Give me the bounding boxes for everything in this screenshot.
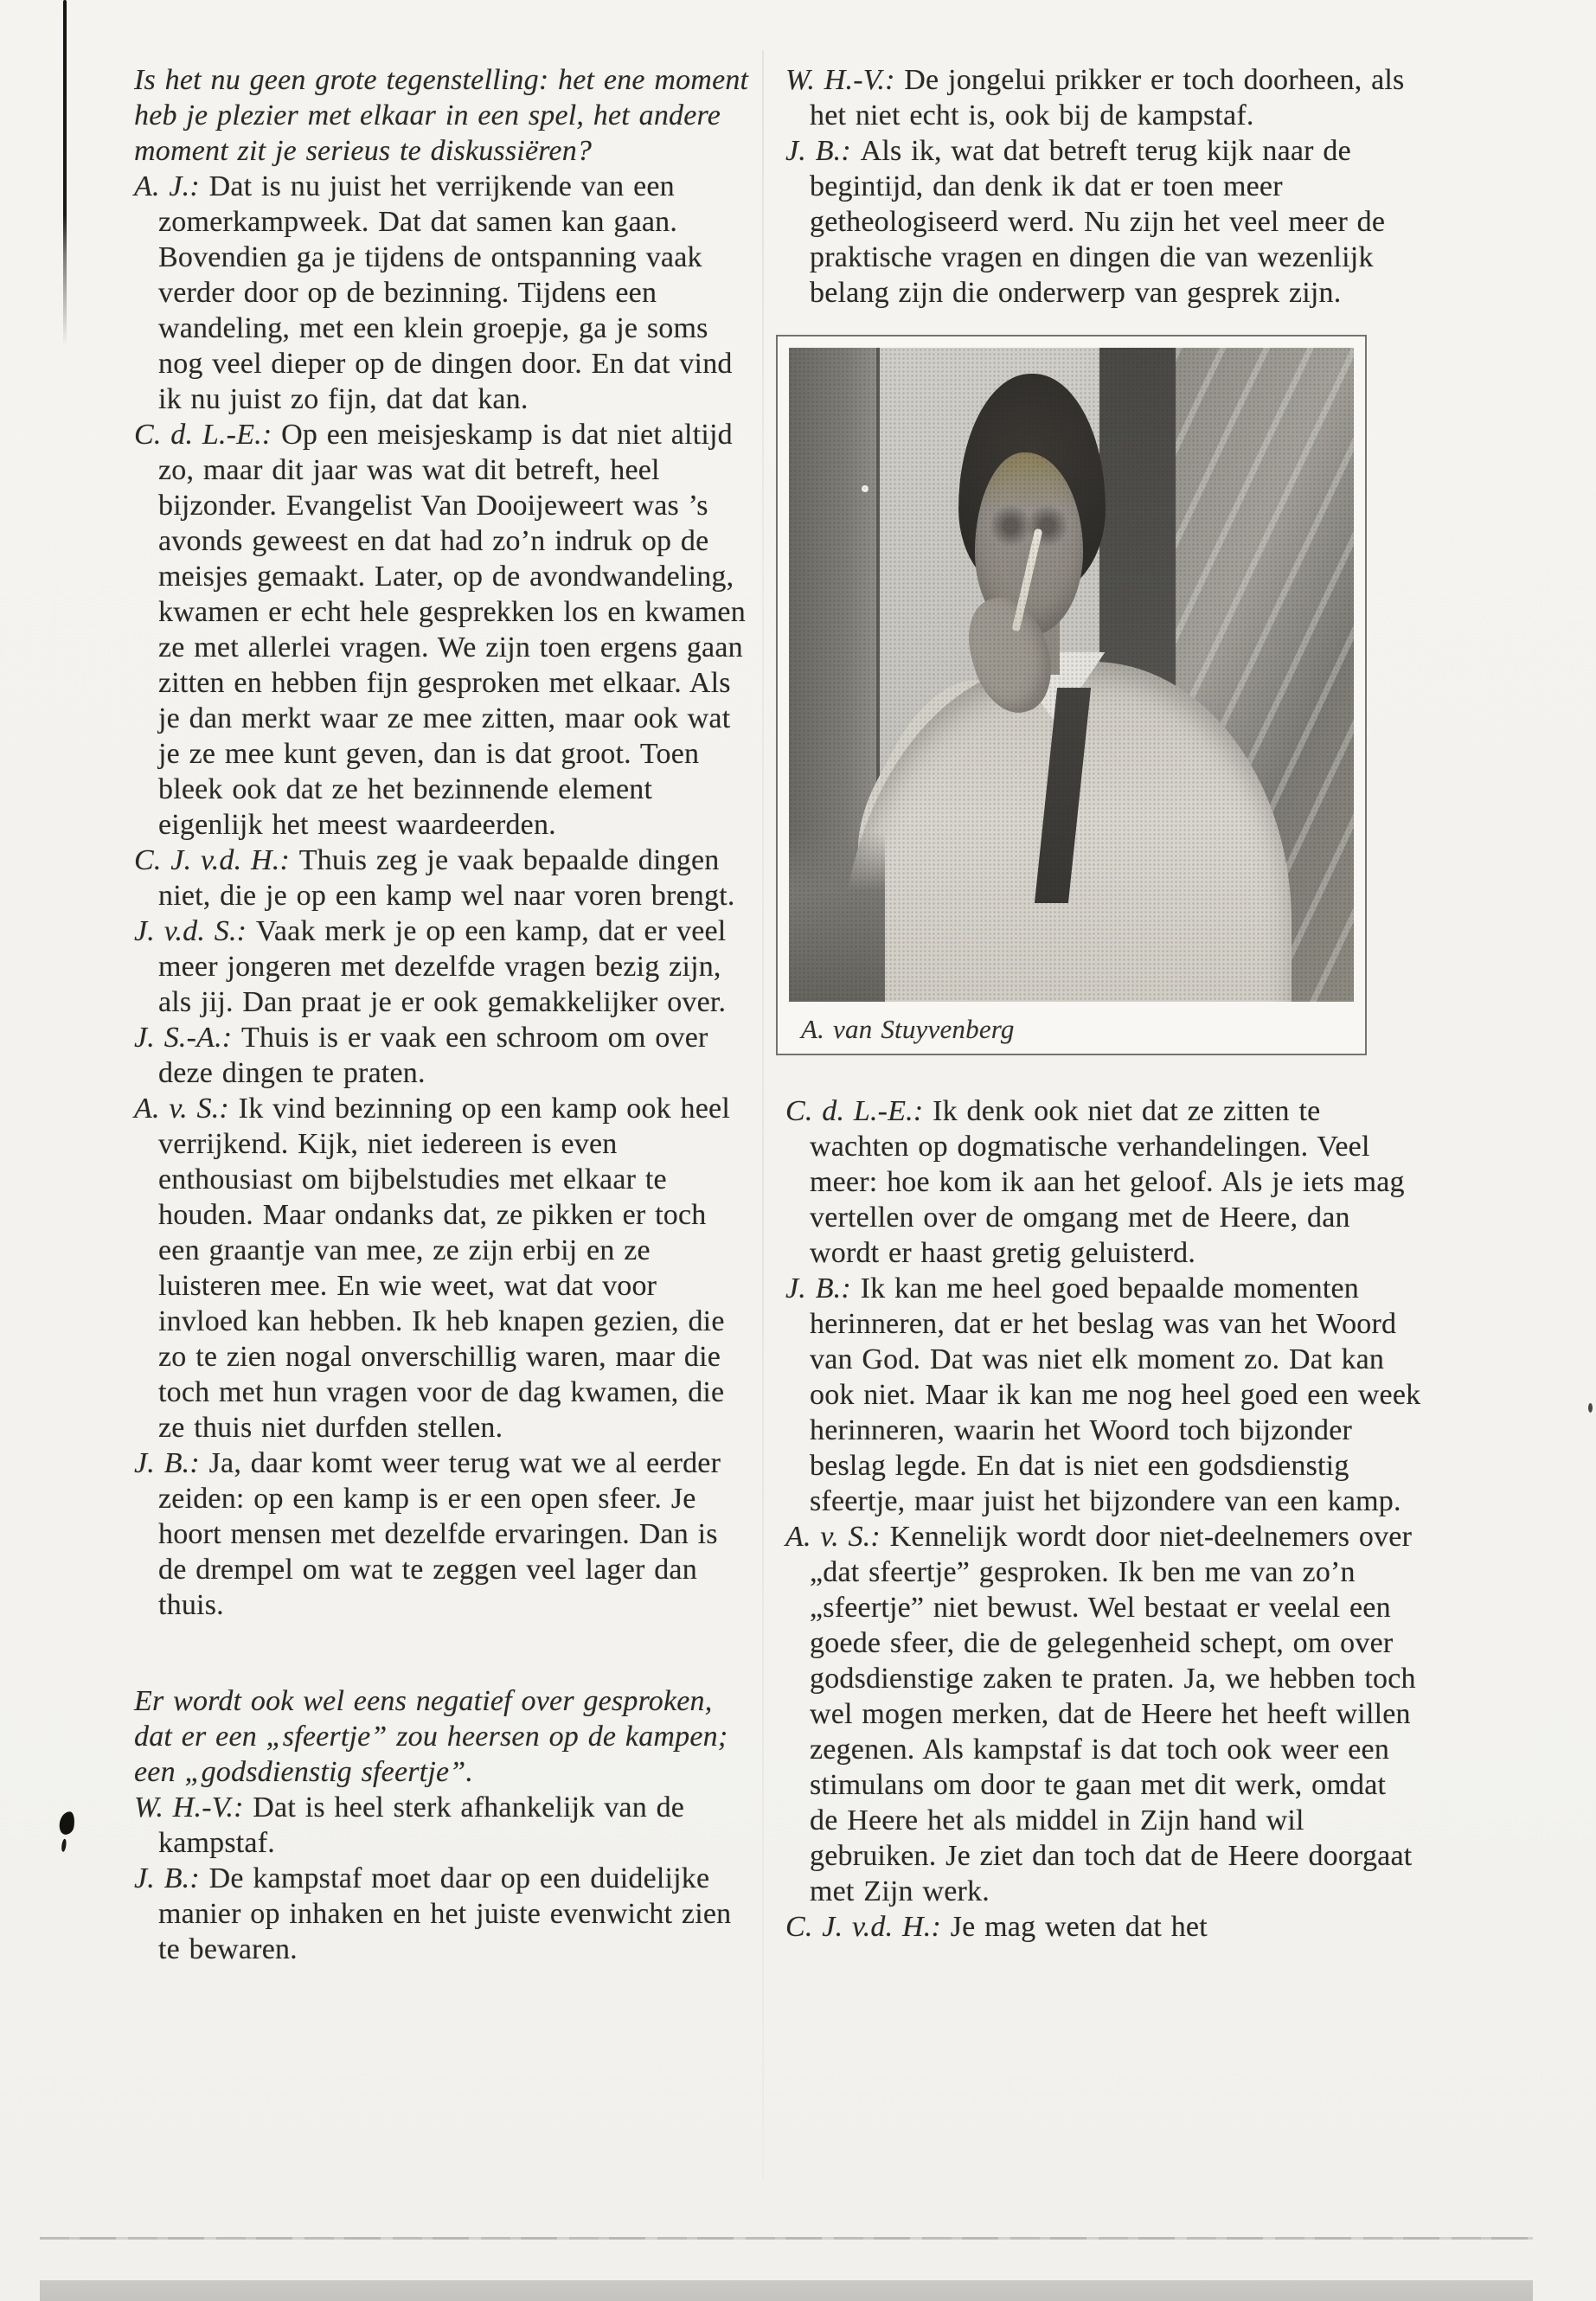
dialogue-turn: W. H.-V.: De jongelui prikker er toch doorheen, als het niet echt is, ook bij de kampstaf. [785, 64, 1405, 131]
speaker-label: J. v.d. S.: [134, 915, 256, 947]
speaker-label: A. v. S.: [785, 1521, 890, 1553]
margin-ink-line [63, 0, 67, 346]
footer-bar [40, 2280, 1533, 2301]
photo-caption: A. van Stuyvenberg [801, 1014, 1015, 1044]
dialogue-turn: A. v. S.: Kennelijk wordt door niet-deelnemers over „dat sfeertje” gesproken. Ik ben me van zo’n „sfeertje” niet bewust. Wel bestaat er veelal een goede sfeer, die de gelegenheid schept, om over godsdienstige zaken te praten. Ja, we hebben toch wel mogen merken, dat de Heere het heeft willen zegenen. Als kampstaf is dat toch ook weer een stimulans om door te gaan met dit werk, omdat de Heere het als middel in Zijn hand wil gebruiken. Je ziet dan toch dat de Heere doorgaat met Zijn werk. [785, 1521, 1416, 1907]
speaker-label: J. B.: [134, 1447, 209, 1479]
interview-question: Is het nu geen grote tegenstelling: het ene moment heb je plezier met elkaar in een spel, het andere moment zit je serieus te diskussiëren? [134, 64, 749, 167]
speaker-label: C. d. L.-E.: [785, 1095, 933, 1127]
dialogue-turn: C. d. L.-E.: Ik denk ook niet dat ze zitten te wachten op dogmatische verhandelingen. Veel meer: hoe kom ik aan het geloof. Als je iets mag vertellen over de omgang met de Heere, dan wordt er haast gretig geluisterd. [785, 1095, 1405, 1269]
interview-question: Er wordt ook wel eens negatief over gesproken, dat er een „sfeertje” zou heersen op de kampen; een „godsdienstig sfeertje”. [134, 1685, 728, 1788]
speaker-label: W. H.-V.: [785, 64, 905, 96]
speaker-label: A. J.: [134, 170, 209, 202]
left-column [134, 62, 750, 1967]
dialogue-turn: W. H.-V.: Dat is heel sterk afhankelijk van de kampstaf. [134, 1791, 685, 1859]
speaker-label: C. J. v.d. H.: [134, 844, 299, 876]
dialogue-turn: J. B.: Ik kan me heel goed bepaalde momenten herinneren, dat er het beslag was van het Woord van God. Dat was niet elk moment zo. Dat kan ook niet. Maar ik kan me nog heel goed een week herinneren, waarin het Woord toch bijzonder beslag legde. En dat is niet een godsdienstig sfeertje, maar juist het bijzondere van een kamp. [785, 1272, 1421, 1517]
dialogue-turn: J. B.: Ja, daar komt weer terug wat we al eerder zeiden: op een kamp is er een open sfeer. Je hoort mensen met dezelfde ervaringen. Dan is de drempel om wat te zeggen veel lager dan thuis. [134, 1447, 721, 1621]
column-divider [762, 50, 764, 2180]
dialogue-turn: J. B.: Als ik, wat dat betreft terug kijk naar de begintijd, dan denk ik dat er toen meer getheologiseerd werd. Nu zijn het veel meer de praktische vragen en dingen die van wezenlijk belang zijn die onderwerp van gesprek zijn. [785, 135, 1386, 309]
speaker-label: J. B.: [134, 1862, 209, 1894]
portrait-figure [776, 335, 1367, 1055]
ink-smudge [58, 1811, 76, 1836]
speaker-label: J. B.: [785, 135, 861, 167]
dialogue-turn: A. J.: Dat is nu juist het verrijkende van een zomerkampweek. Dat dat samen kan gaan. Bovendien ga je tijdens de ontspanning vaak verder door op de bezinning. Tijdens een wandeling, met een klein groepje, ga je soms nog veel dieper op de dingen door. En dat vind ik nu juist zo fijn, dat dat kan. [134, 170, 733, 415]
dialogue-turn: C. J. v.d. H.: Thuis zeg je vaak bepaalde dingen niet, die je op een kamp wel naar voren brengt. [134, 844, 735, 912]
photo-foreground-shadow [789, 831, 885, 1002]
speaker-label: C. d. L.-E.: [134, 419, 282, 451]
speaker-label: C. J. v.d. H.: [785, 1911, 951, 1943]
right-column-bottom [785, 1093, 1423, 1945]
dialogue-turn: C. J. v.d. H.: Je mag weten dat het [785, 1911, 1208, 1943]
dialogue-turn: J. v.d. S.: Vaak merk je op een kamp, dat er veel meer jongeren met dezelfde vragen bezig zijn, als jij. Dan praat je er ook gemakkelijker over. [134, 915, 727, 1018]
dialogue-turn: C. d. L.-E.: Op een meisjeskamp is dat niet altijd zo, maar dit jaar was wat dit betreft, heel bijzonder. Evangelist Van Dooijeweert was ’s avonds geweest en dat had zo’n indruk op de meisjes gemaakt. Later, op de avondwandeling, kwamen er echt hele gesprekken los en kwamen ze met allerlei vragen. We zijn toen ergens gaan zitten en hebben fijn gesproken met elkaar. Als je dan merkt waar ze mee zitten, maar ook wat je ze mee kunt geven, dan is dat groot. Toen bleek ook dat ze het bezinnende element eigenlijk het meest waardeerden. [134, 419, 746, 841]
footer-rule [40, 2237, 1533, 2240]
ink-speck [1588, 1403, 1593, 1413]
dialogue-turn: A. v. S.: Ik vind bezinning op een kamp ook heel verrijkend. Kijk, niet iedereen is even enthousiast om bijbelstudies met elkaar te houden. Maar ondanks dat, ze pikken er toch een graantje van mee, ze zijn erbij en ze luisteren mee. En wie weet, wat dat voor invloed kan hebben. Ik heb knapen gezien, die zo te zien nogal onverschillig waren, maar die toch met hun vragen voor de dag kwamen, die ze thuis niet durfden stellen. [134, 1093, 730, 1444]
speaker-label: A. v. S.: [134, 1093, 239, 1125]
dialogue-turn: J. B.: De kampstaf moet daar op een duidelijke manier op inhaken en het juiste evenwicht zien te bewaren. [134, 1862, 732, 1965]
right-column-top [785, 62, 1423, 311]
speaker-label: J. S.-A.: [134, 1022, 242, 1054]
speaker-label: W. H.-V.: [134, 1791, 253, 1823]
right-column [785, 62, 1423, 1945]
speaker-label: J. B.: [785, 1272, 861, 1304]
photo-wall-highlight [862, 485, 869, 492]
portrait-photo [789, 348, 1354, 1002]
dialogue-turn: J. S.-A.: Thuis is er vaak een schroom om over deze dingen te praten. [134, 1022, 708, 1089]
